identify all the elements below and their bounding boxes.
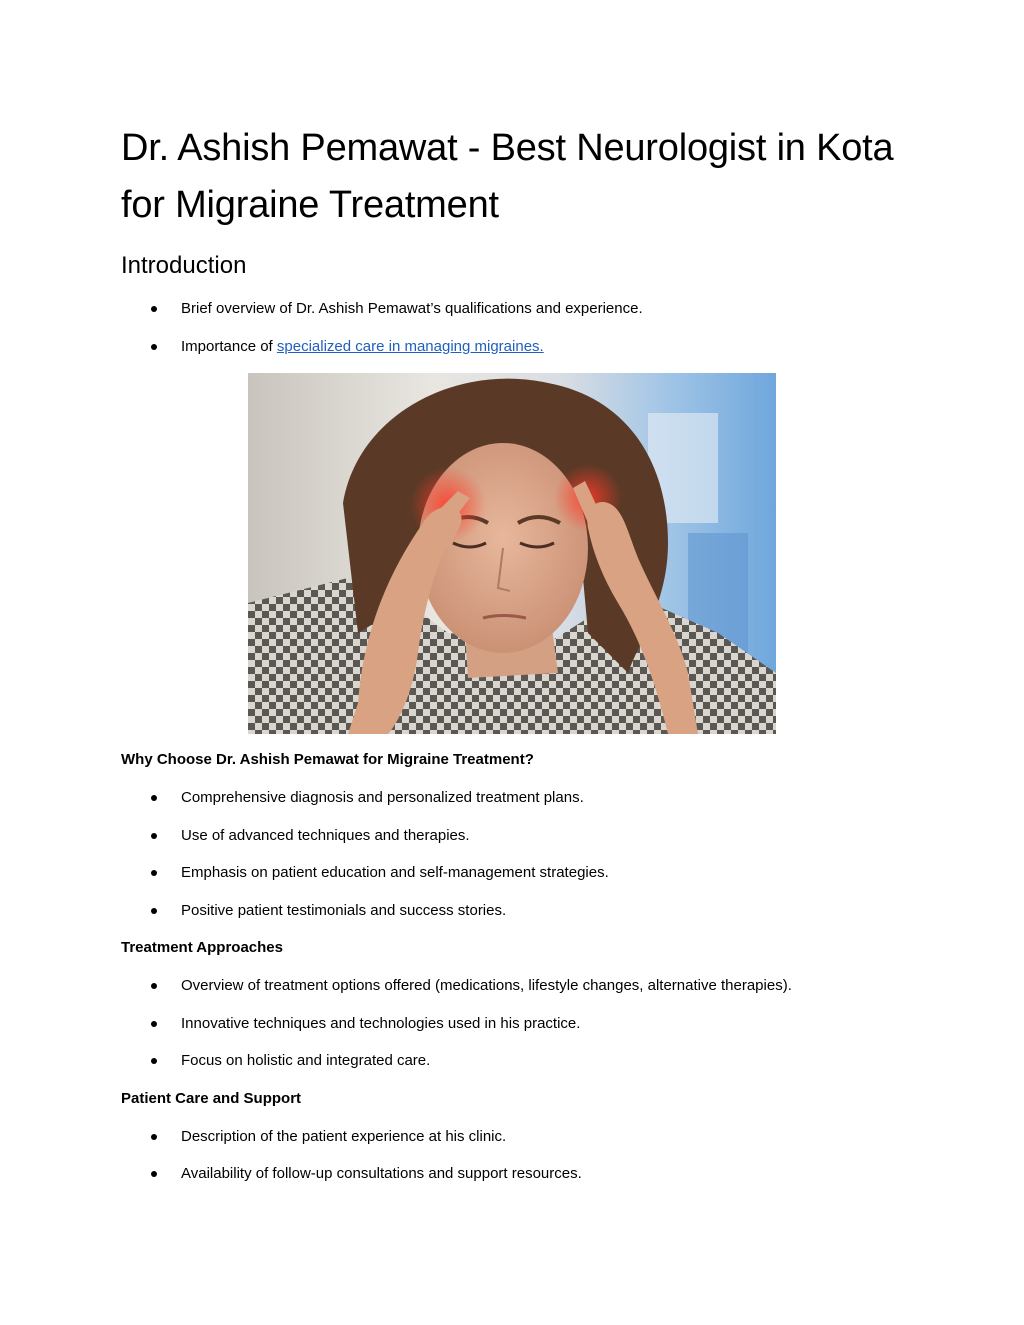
list-item-text: Brief overview of Dr. Ashish Pemawat’s qualifications and experience.: [181, 300, 643, 317]
bullet-icon: [151, 795, 157, 801]
migraine-photo: [248, 373, 776, 734]
bullet-icon: [151, 1058, 157, 1064]
list-item-text: Availability of follow-up consultations and support resources.: [181, 1165, 582, 1182]
list-item-prefix: Importance of: [181, 338, 277, 355]
patient-care-heading: Patient Care and Support: [121, 1090, 302, 1107]
why-choose-heading: Why Choose Dr. Ashish Pemawat for Migraine Treatment?: [121, 751, 534, 768]
list-item-text: Use of advanced techniques and therapies.: [181, 827, 470, 844]
specialized-care-link[interactable]: specialized care in managing migraines.: [276, 338, 544, 355]
bullet-icon: [151, 1171, 157, 1177]
list-item-text: Emphasis on patient education and self-management strategies.: [181, 864, 609, 881]
list-item-text: Comprehensive diagnosis and personalized treatment plans.: [181, 789, 584, 806]
list-item-text: Focus on holistic and integrated care.: [181, 1052, 431, 1069]
bullet-icon: [151, 306, 157, 312]
treatment-heading: Treatment Approaches: [121, 939, 283, 956]
list-item-text: Positive patient testimonials and success stories.: [181, 902, 507, 919]
list-item-text: [181, 337, 544, 357]
bullet-icon: [151, 870, 157, 876]
page-title: Dr. Ashish Pemawat - Best Neurologist in Kota for Migraine Treatment: [121, 127, 894, 226]
bullet-icon: [151, 1134, 157, 1140]
list-item-text: Description of the patient experience at his clinic.: [181, 1128, 507, 1145]
list-item-text: Innovative techniques and technologies used in his practice.: [181, 1015, 581, 1032]
bullet-icon: [151, 908, 157, 914]
bullet-icon: [151, 1021, 157, 1027]
introduction-heading: Introduction: [121, 252, 247, 279]
bullet-icon: [151, 344, 157, 350]
list-item-text: Overview of treatment options offered (medications, lifestyle changes, alternative therapies).: [181, 977, 792, 994]
bullet-icon: [151, 983, 157, 989]
bullet-icon: [151, 833, 157, 839]
